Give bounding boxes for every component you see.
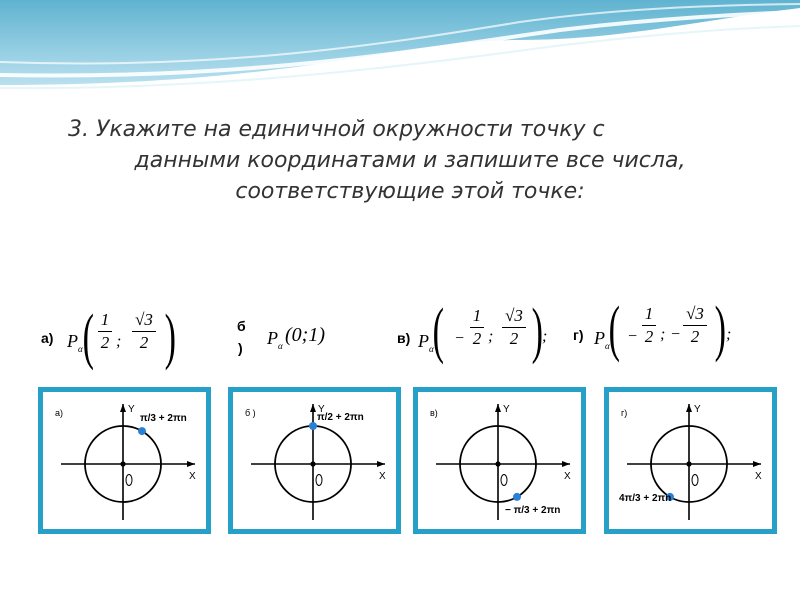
option-d-tail: ; (726, 326, 732, 343)
origin-zero-label (501, 475, 507, 486)
origin-dot (495, 461, 500, 466)
x-axis-label: X (189, 471, 196, 482)
origin-zero-label (692, 475, 698, 486)
option-c-x-sign: − (454, 330, 465, 347)
option-c-tail: ; (542, 328, 548, 345)
option-d-separator: ; (660, 326, 666, 343)
option-a-subscript: α (78, 344, 83, 354)
x-axis-arrow-icon (187, 461, 195, 467)
x-axis-arrow-icon (377, 461, 385, 467)
panel-tag: а) (55, 408, 64, 418)
origin-dot (686, 461, 691, 466)
origin-zero-label (126, 475, 132, 486)
option-a-paren-left: ( (82, 303, 95, 371)
option-c-paren-right: ) (531, 297, 544, 365)
x-axis-arrow-icon (753, 461, 761, 467)
unit-circle-svg (233, 392, 396, 529)
option-c-paren-left: ( (432, 297, 445, 365)
x-axis-label: X (755, 471, 762, 482)
x-axis-arrow-icon (562, 461, 570, 467)
task-line-3: соответствующие этой точке: (235, 179, 585, 204)
option-c-subscript: α (429, 344, 434, 354)
option-d-paren-right: ) (714, 295, 727, 363)
option-a-label: а) (41, 330, 54, 346)
unit-circle-panel-b (228, 387, 401, 534)
y-axis-label: Y (318, 404, 325, 415)
option-d-label: г) (573, 327, 584, 343)
option-a-point: P (67, 331, 78, 351)
option-c-separator: ; (488, 328, 494, 345)
y-axis-arrow-icon (495, 404, 501, 412)
x-axis-label: X (564, 471, 571, 482)
option-b-label-top: б (237, 318, 246, 334)
angle-annotation: 4π/3 + 2πn (619, 492, 672, 504)
unit-circle-svg (43, 392, 206, 529)
angle-annotation: π/2 + 2πn (317, 412, 364, 423)
marked-point (138, 427, 146, 435)
option-a-y-fraction: √3 2 (132, 310, 156, 353)
unit-circle-panel-d (604, 387, 777, 534)
origin-dot (310, 461, 315, 466)
option-d-subscript: α (605, 341, 610, 351)
unit-circle-svg (418, 392, 581, 529)
option-a-paren-right: ) (164, 303, 177, 371)
option-d-x-fraction: 1 2 (642, 304, 656, 347)
option-b-subscript: α (278, 341, 283, 351)
header-wave-decoration (0, 0, 800, 95)
unit-circle-svg (609, 392, 772, 529)
option-a-x-fraction: 1 2 (98, 310, 112, 353)
option-c-x-fraction: 1 2 (470, 306, 484, 349)
origin-dot (120, 461, 125, 466)
option-b-point: P (267, 328, 278, 348)
unit-circle-panel-a (38, 387, 211, 534)
panel-tag: в) (430, 408, 438, 418)
origin-zero-label (316, 475, 322, 486)
task-title (60, 114, 760, 207)
marked-point (513, 493, 521, 501)
y-axis-label: Y (503, 404, 510, 415)
angle-annotation: − π/3 + 2πn (505, 504, 561, 516)
option-d-y-sign: − (670, 326, 681, 343)
option-c-point: P (418, 331, 429, 351)
option-a-separator: ; (116, 333, 122, 350)
y-axis-label: Y (128, 404, 135, 415)
option-b-label-bottom: ) (238, 340, 243, 356)
option-d-y-fraction: √3 2 (683, 304, 707, 347)
task-line-2: данными координатами и запишите все числа, (134, 148, 686, 173)
angle-annotation: π/3 + 2πn (140, 413, 187, 425)
option-c-label: в) (397, 330, 411, 346)
x-axis-label: X (379, 471, 386, 482)
marked-point (309, 422, 317, 430)
option-c-y-fraction: √3 2 (502, 306, 526, 349)
option-d-x-sign: − (627, 328, 638, 345)
unit-circle-panel-c (413, 387, 586, 534)
panel-tag: г) (621, 408, 628, 418)
y-axis-arrow-icon (310, 404, 316, 412)
option-b-coordinates: (0;1) (285, 324, 325, 346)
y-axis-label: Y (694, 404, 701, 415)
panel-tag: б ) (245, 408, 256, 418)
option-d-point: P (594, 328, 605, 348)
y-axis-arrow-icon (120, 404, 126, 412)
y-axis-arrow-icon (686, 404, 692, 412)
option-d-paren-left: ( (608, 295, 621, 363)
task-line-1: 3. Укажите на единичной окружности точку с (68, 117, 605, 142)
